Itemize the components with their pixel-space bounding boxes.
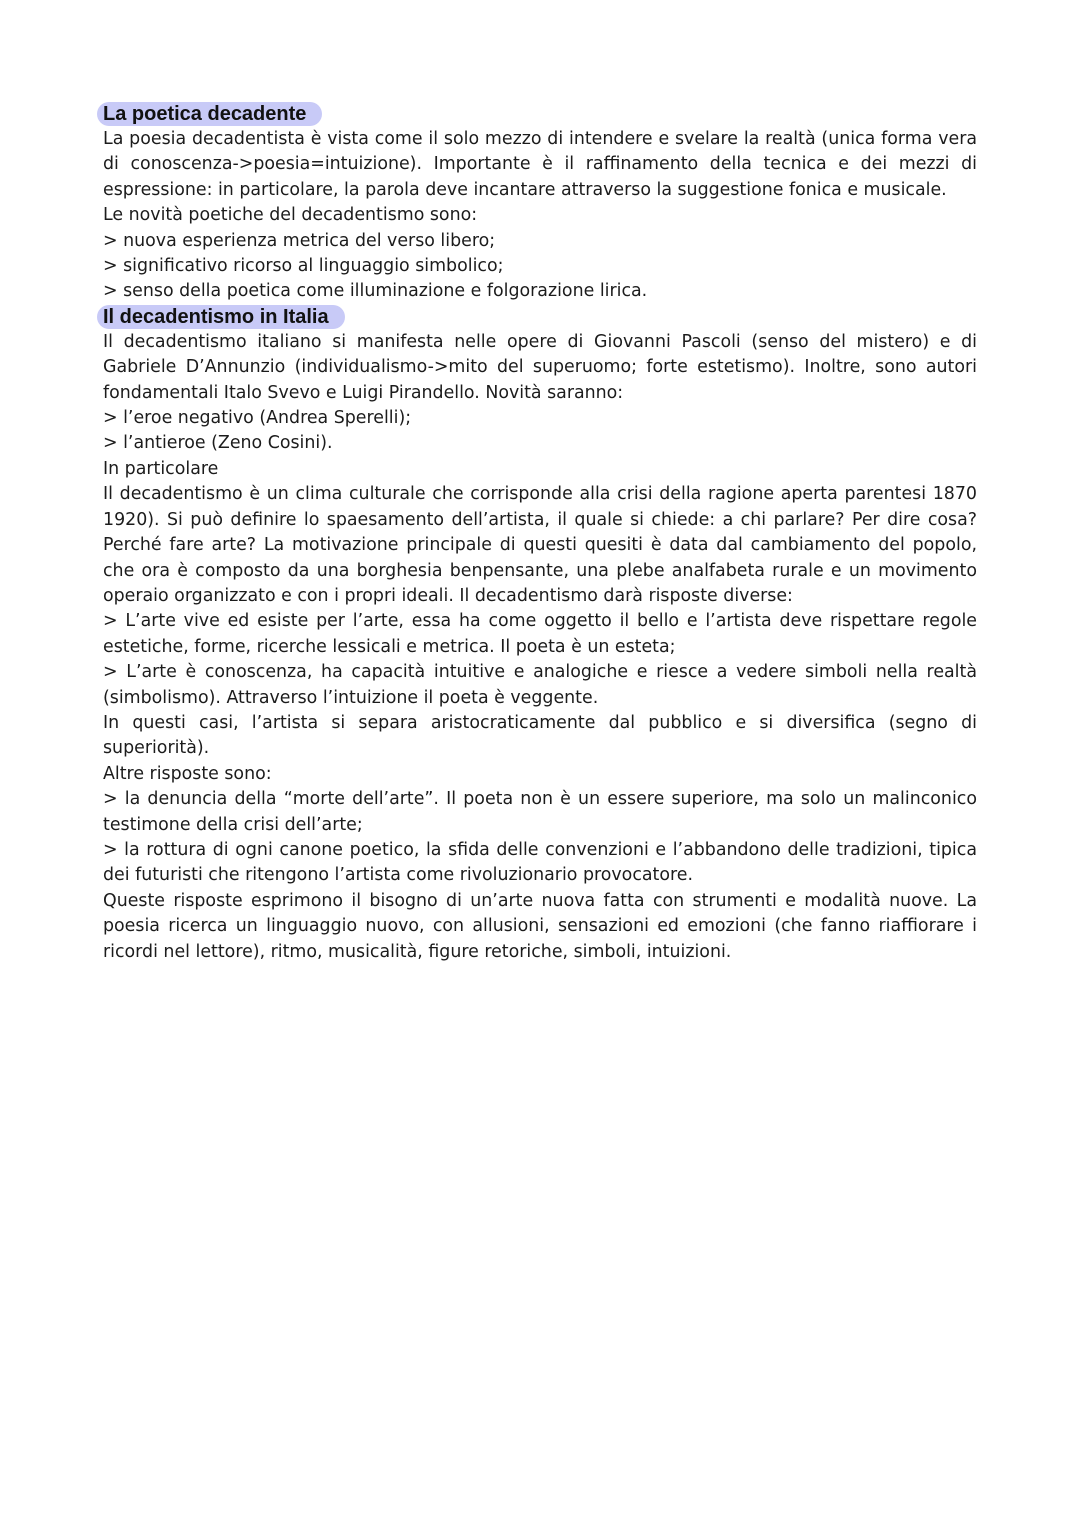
section-decadentismo-italia: [103, 305, 977, 965]
paragraph: Il decadentismo è un clima culturale che corrisponde alla crisi della ragione aperta parentesi 1870 1920). Si può definire lo spaesamento dell’artista, il quale si chiede: a chi parlare? Per dire cosa? Perché fare arte? La motivazione principale di questi quesiti è data dal cambiamento del popolo, che ora è composto da una borghesia benpensante, una plebe analfabeta rurale e un movimento operaio organizzato e con i propri ideali. Il decadentismo darà risposte diverse:: [103, 484, 977, 606]
list-item: > L’arte è conoscenza, ha capacità intuitive e analogiche e riesce a vedere simboli nella realtà (simbolismo). Attraverso l’intuizione il poeta è veggente.: [103, 662, 977, 708]
paragraph: La poesia decadentista è vista come il solo mezzo di intendere e svelare la realtà (unica forma vera di conoscenza->poesia=intuizione). Importante è il raffinamento della tecnica e dei mezzi di espressione: in particolare, la parola deve incantare attraverso la suggestione fonica e musicale.: [103, 129, 977, 200]
list-item: > l’antieroe (Zeno Cosini).: [103, 433, 333, 454]
list-item: > la denuncia della “morte dell’arte”. Il poeta non è un essere superiore, ma solo un malinconico testimone della crisi dell’arte;: [103, 789, 977, 835]
paragraph: Altre risposte sono:: [103, 763, 272, 784]
section-heading: La poetica decadente: [97, 102, 322, 126]
document-page: [103, 102, 977, 965]
paragraph: Le novità poetiche del decadentismo sono:: [103, 205, 478, 226]
list-item: > L’arte vive ed esiste per l’arte, essa ha come oggetto il bello e l’artista deve rispettare regole estetiche, forme, ricerche lessicali e metrica. Il poeta è un esteta;: [103, 611, 977, 657]
list-item: > senso della poetica come illuminazione e folgorazione lirica.: [103, 281, 648, 302]
paragraph: Queste risposte esprimono il bisogno di un’arte nuova fatta con strumenti e modalità nuove. La poesia ricerca un linguaggio nuovo, con allusioni, sensazioni ed emozioni (che fanno riaffiorare i ricordi nel lettore), ritmo, musicalità, figure retoriche, simboli, intuizioni.: [103, 890, 977, 962]
section-poetica-decadente: [103, 102, 977, 305]
list-item: > l’eroe negativo (Andrea Sperelli);: [103, 408, 412, 429]
list-item: > la rottura di ogni canone poetico, la sfida delle convenzioni e l’abbandono delle tradizioni, tipica dei futuristi che ritengono l’artista come rivoluzionario provocatore.: [103, 839, 977, 886]
paragraph: In questi casi, l’artista si separa aristocraticamente dal pubblico e si diversifica (segno di superiorità).: [103, 712, 977, 759]
list-item: > significativo ricorso al linguaggio simbolico;: [103, 256, 504, 277]
paragraph: In particolare: [103, 458, 219, 479]
paragraph: Il decadentismo italiano si manifesta nelle opere di Giovanni Pascoli (senso del mistero) e di Gabriele D’Annunzio (individualismo->mito del superuomo; forte estetismo). Inoltre, sono autori fondamentali Italo Svevo e Luigi Pirandello. Novità saranno:: [103, 331, 977, 403]
section-heading: Il decadentismo in Italia: [97, 305, 345, 329]
list-item: > nuova esperienza metrica del verso libero;: [103, 230, 496, 251]
